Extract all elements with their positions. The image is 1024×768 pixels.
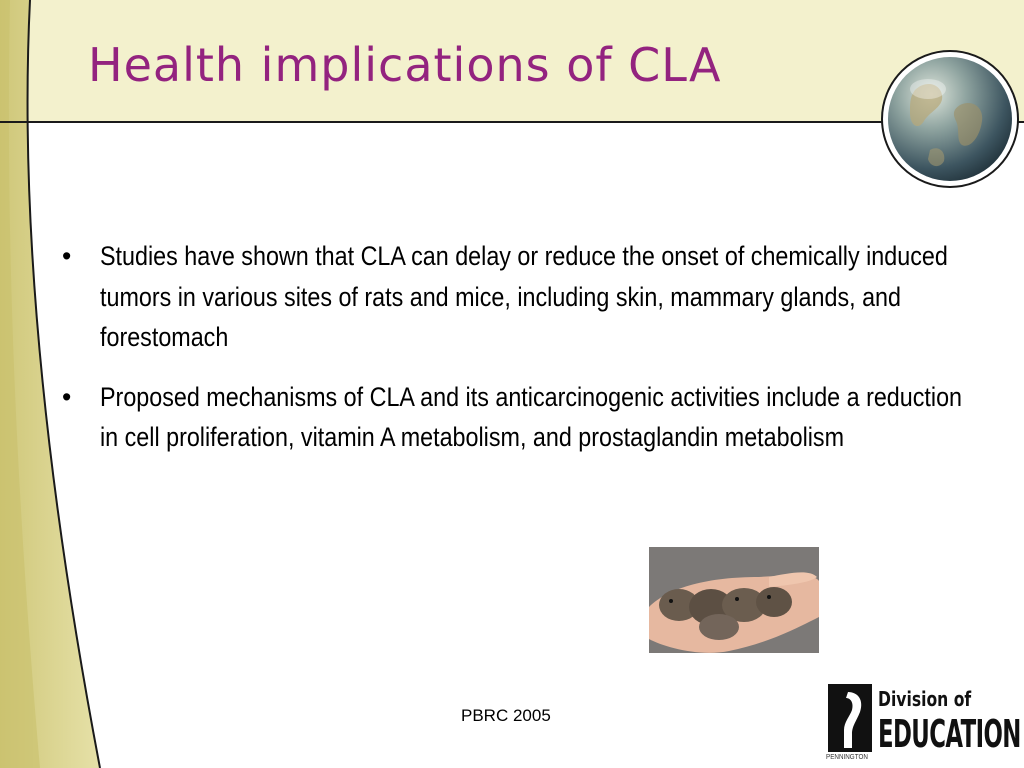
logo-education-text: EDUCATION — [878, 712, 1021, 756]
globe-icon — [880, 45, 1024, 193]
logo-pennington-text: PENNINGTON — [826, 754, 868, 761]
bullet-item — [62, 377, 982, 458]
bullet-marker: • — [62, 381, 72, 412]
slide-title: Health implications of CLA — [88, 38, 722, 92]
mice-photo — [649, 547, 819, 653]
footer-text: PBRC 2005 — [461, 706, 551, 725]
logo-division-text: Division of — [878, 687, 972, 711]
division-of-education-logo — [826, 682, 1024, 768]
bullet-text: Studies have shown that CLA can delay or reduce the onset of chemically induced tumors in various sites of rats and mice, including skin, mammary glands, and forestomach — [100, 241, 948, 352]
bullet-text: Proposed mechanisms of CLA and its anticarcinogenic activities include a reduction in cell proliferation, vitamin A metabolism, and prostaglandin metabolism — [100, 381, 963, 452]
bullet-marker: • — [62, 241, 72, 271]
bullet-list — [62, 236, 982, 458]
bullet-item — [62, 236, 982, 358]
